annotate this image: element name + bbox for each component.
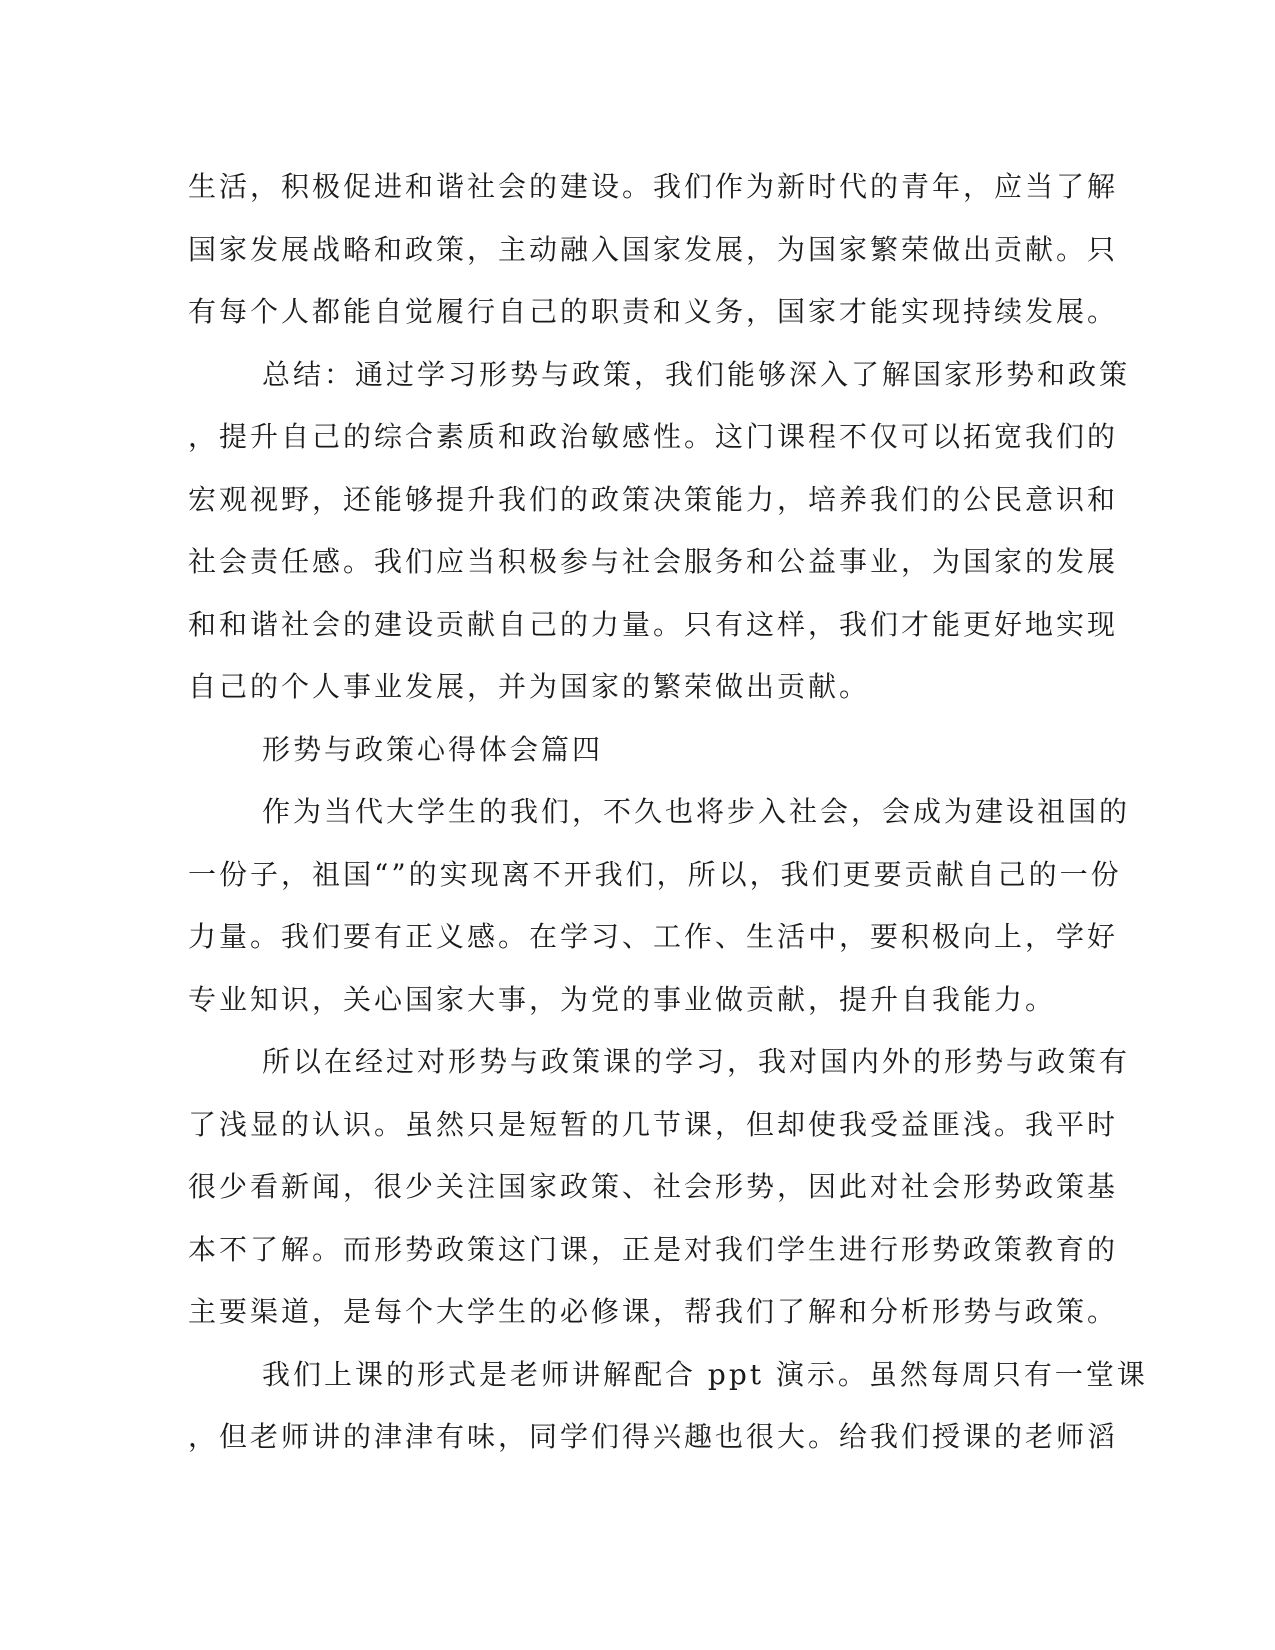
text-line: 宏观视野，还能够提升我们的政策决策能力，培养我们的公民意识和	[188, 482, 1119, 516]
text-line: 国家发展战略和政策，主动融入国家发展，为国家繁荣做出贡献。只	[188, 232, 1119, 266]
text-line: 我们上课的形式是老师讲解配合 ppt 演示。虽然每周只有一堂课	[262, 1357, 1148, 1391]
document-body	[188, 156, 1148, 1469]
text-line: 本不了解。而形势政策这门课，正是对我们学生进行形势政策教育的	[188, 1232, 1119, 1266]
text-line: 自己的个人事业发展，并为国家的繁荣做出贡献。	[188, 670, 871, 703]
text-line: 总结：通过学习形势与政策，我们能够深入了解国家形势和政策	[262, 357, 1131, 391]
text-line: 力量。我们要有正义感。在学习、工作、生活中，要积极向上，学好	[188, 920, 1119, 953]
section-heading: 形势与政策心得体会篇四	[262, 732, 604, 766]
text-line: 主要渠道，是每个大学生的必修课，帮我们了解和分析形势与政策。	[188, 1295, 1119, 1328]
text-line: 作为当代大学生的我们，不久也将步入社会，会成为建设祖国的	[262, 795, 1131, 828]
text-line: 专业知识，关心国家大事，为党的事业做贡献，提升自我能力。	[188, 982, 1057, 1016]
text-line: 很少看新闻，很少关注国家政策、社会形势，因此对社会形势政策基	[188, 1170, 1119, 1203]
text-line: ，但老师讲的津津有味，同学们得兴趣也很大。给我们授课的老师滔	[188, 1420, 1119, 1453]
text-line: 社会责任感。我们应当积极参与社会服务和公益事业，为国家的发展	[188, 545, 1119, 578]
text-line: 有每个人都能自觉履行自己的职责和义务，国家才能实现持续发展。	[188, 295, 1119, 328]
text-line: 了浅显的认识。虽然只是短暂的几节课，但却使我受益匪浅。我平时	[188, 1107, 1119, 1141]
text-line: 和和谐社会的建设贡献自己的力量。只有这样，我们才能更好地实现	[188, 607, 1119, 641]
text-line: 所以在经过对形势与政策课的学习，我对国内外的形势与政策有	[262, 1045, 1131, 1078]
text-line: ，提升自己的综合素质和政治敏感性。这门课程不仅可以拓宽我们的	[188, 420, 1119, 453]
text-line: 一份子，祖国“”的实现离不开我们，所以，我们更要贡献自己的一份	[188, 857, 1122, 891]
text-line: 生活，积极促进和谐社会的建设。我们作为新时代的青年，应当了解	[188, 170, 1119, 203]
